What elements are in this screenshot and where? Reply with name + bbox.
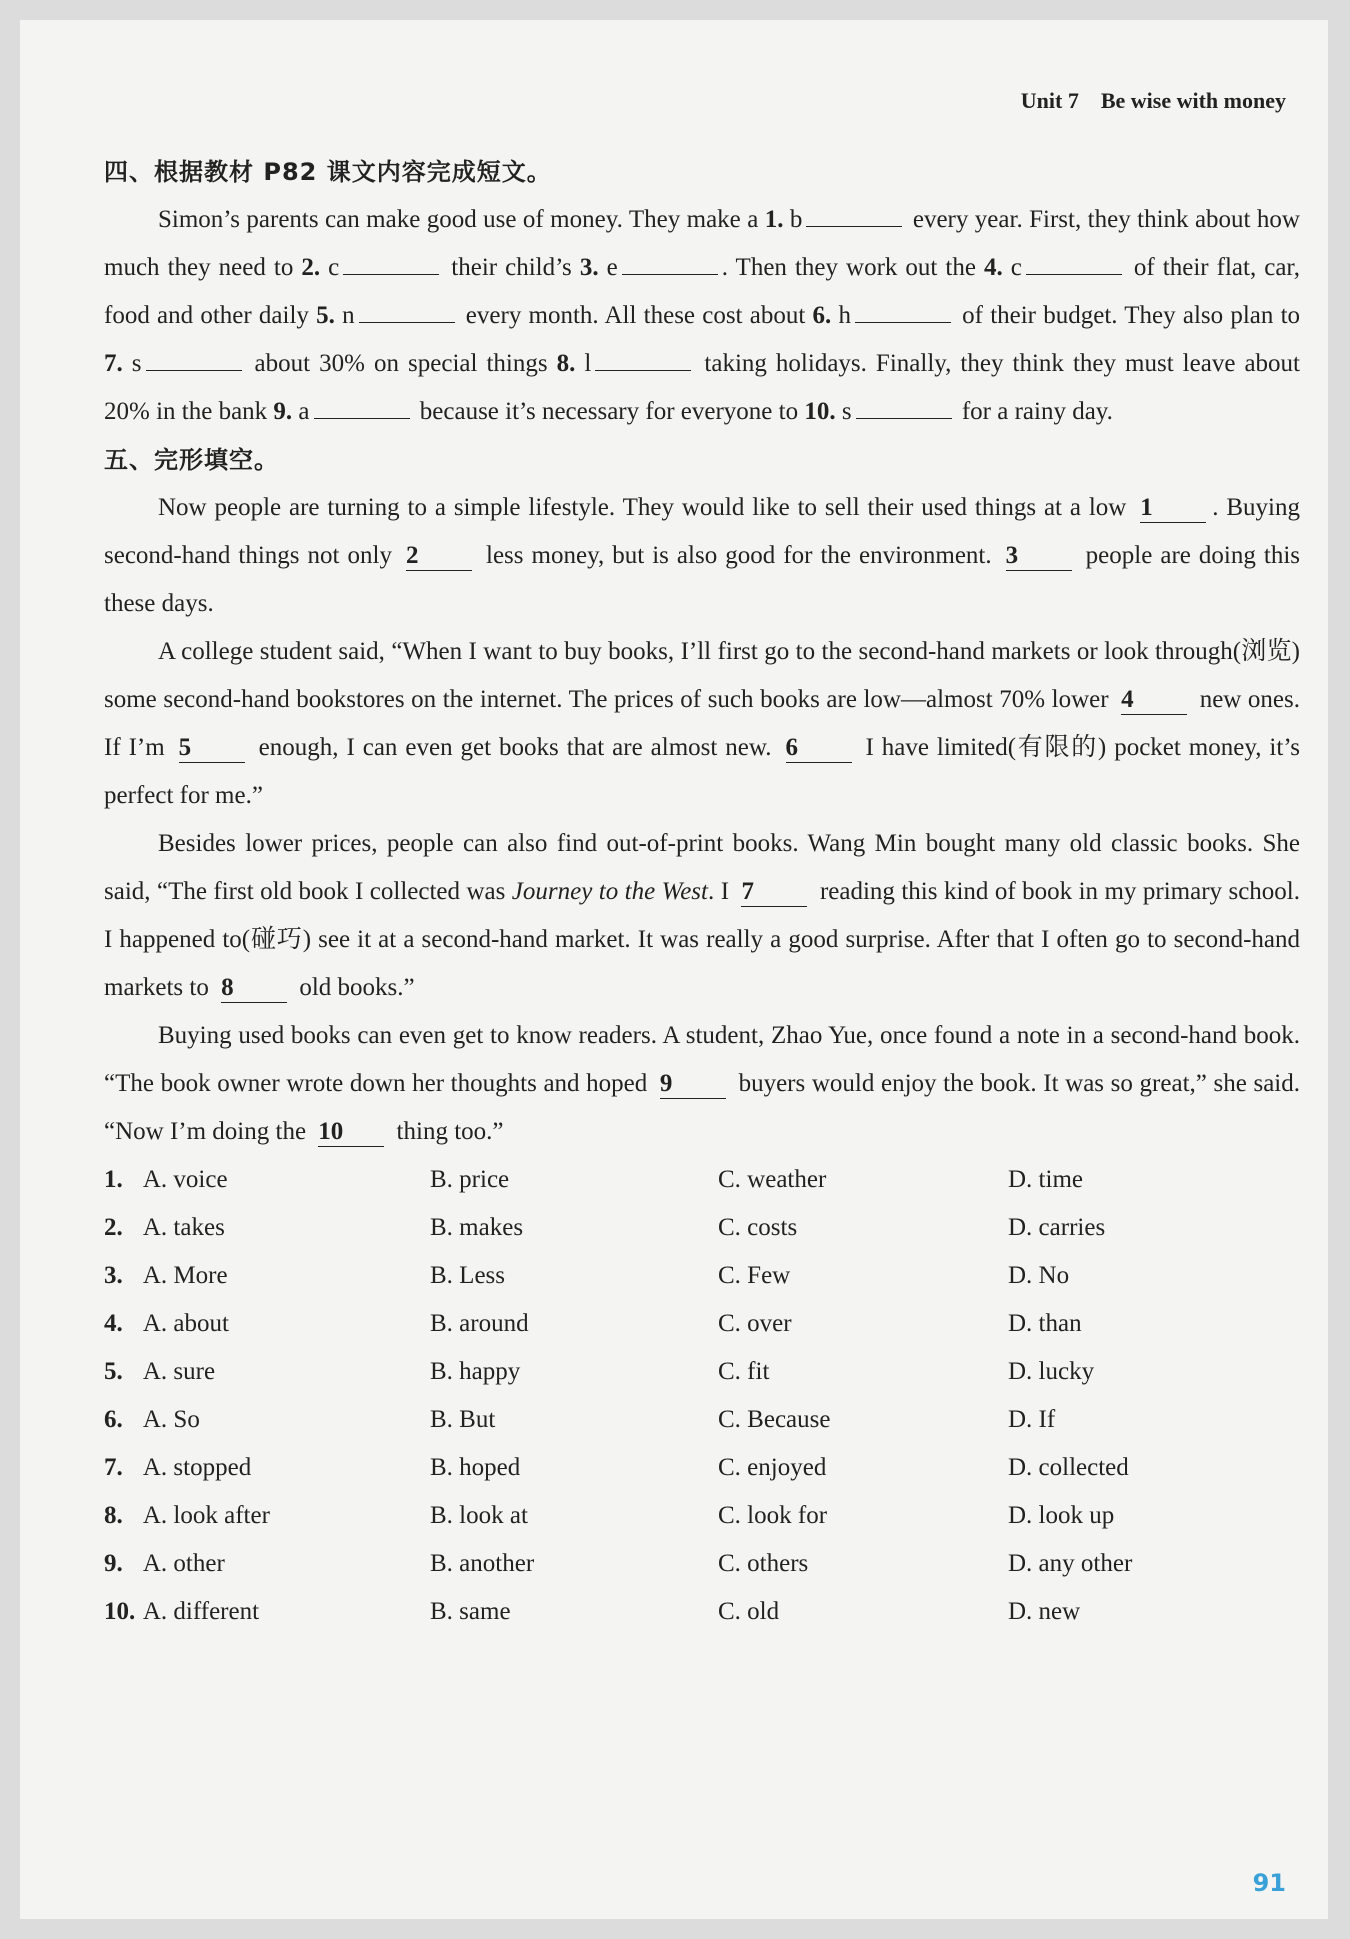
item-number: 3. bbox=[579, 254, 599, 281]
section-4-title: 四、根据教材 P82 课文内容完成短文。 bbox=[104, 158, 552, 186]
section-5-title: 五、完形填空。 bbox=[104, 446, 279, 474]
option-a: 5. A. sure bbox=[104, 1348, 430, 1396]
option-b: B. same bbox=[430, 1598, 511, 1625]
option-a: 9. A. other bbox=[104, 1540, 430, 1588]
option-b: B. hoped bbox=[430, 1454, 521, 1481]
option-d: D. time bbox=[1008, 1166, 1083, 1193]
item-number: 4. bbox=[984, 254, 1003, 281]
answer-blank[interactable] bbox=[359, 298, 455, 323]
header-title: Be wise with money bbox=[1100, 88, 1286, 113]
question-number: 2. bbox=[104, 1214, 123, 1241]
option-row bbox=[104, 1540, 1300, 1588]
option-b: B. But bbox=[430, 1406, 496, 1433]
numbered-blank: 10 bbox=[318, 1118, 384, 1147]
option-row bbox=[104, 1252, 1300, 1300]
option-a: 3. A. More bbox=[104, 1252, 430, 1300]
option-b: B. makes bbox=[430, 1214, 524, 1241]
option-b: B. Less bbox=[430, 1262, 505, 1289]
option-d: D. new bbox=[1008, 1598, 1081, 1625]
options-list bbox=[104, 1156, 1300, 1636]
answer-blank[interactable] bbox=[595, 346, 691, 371]
answer-blank[interactable] bbox=[146, 346, 242, 371]
answer-blank[interactable] bbox=[343, 250, 439, 275]
numbered-blank: 5 bbox=[179, 734, 245, 763]
option-a: 2. A. takes bbox=[104, 1204, 430, 1252]
numbered-blank: 3 bbox=[1006, 542, 1072, 571]
option-b: B. happy bbox=[430, 1358, 521, 1385]
option-a: 10. A. different bbox=[104, 1588, 430, 1636]
section-4-passage: Simon’s parents can make good use of money. They make a 1. b every year. First, they think about how much they need to 2. c their child’s 3. e . Then they work out the 4. c of their flat, car, food and other daily 5. n every month. All these cost about 6. h of their budget. They also plan to 7. s about 30% on special things 8. l taking holidays. Finally, they think they must leave about 20% in the bank 9. a because it’s necessary for everyone to 10. s for a rainy day. bbox=[104, 196, 1300, 436]
answer-blank[interactable] bbox=[856, 394, 952, 419]
option-row bbox=[104, 1300, 1300, 1348]
question-number: 10. bbox=[104, 1598, 136, 1625]
answer-blank[interactable] bbox=[622, 250, 718, 275]
option-c: C. weather bbox=[718, 1166, 827, 1193]
option-c: C. old bbox=[718, 1598, 780, 1625]
option-d: D. any other bbox=[1008, 1550, 1133, 1577]
option-row bbox=[104, 1348, 1300, 1396]
item-number: 10. bbox=[804, 398, 836, 425]
option-c: C. over bbox=[718, 1310, 792, 1337]
option-row bbox=[104, 1396, 1300, 1444]
cloze-paragraph: Buying used books can even get to know readers. A student, Zhao Yue, once found a note in a second-hand book. “The book owner wrote down her thoughts and hoped 9 buyers would enjoy the book. It was so great,” she said. “Now I’m doing the 10 thing too.” bbox=[104, 1022, 1300, 1145]
item-number: 8. bbox=[556, 350, 576, 377]
item-number: 5. bbox=[316, 302, 335, 329]
option-c: C. Because bbox=[718, 1406, 831, 1433]
option-c: C. enjoyed bbox=[718, 1454, 827, 1481]
header-unit: Unit 7 bbox=[1020, 88, 1079, 113]
option-c: C. costs bbox=[718, 1214, 798, 1241]
answer-blank[interactable] bbox=[806, 202, 902, 227]
answer-blank[interactable] bbox=[314, 394, 410, 419]
numbered-blank: 6 bbox=[786, 734, 852, 763]
question-number: 7. bbox=[104, 1454, 123, 1481]
question-number: 4. bbox=[104, 1310, 123, 1337]
numbered-blank: 9 bbox=[660, 1070, 726, 1099]
option-d: D. look up bbox=[1008, 1502, 1115, 1529]
question-number: 6. bbox=[104, 1406, 123, 1433]
option-d: D. collected bbox=[1008, 1454, 1129, 1481]
option-b: B. price bbox=[430, 1166, 510, 1193]
question-number: 5. bbox=[104, 1358, 123, 1385]
option-b: B. another bbox=[430, 1550, 535, 1577]
option-d: D. than bbox=[1008, 1310, 1082, 1337]
option-row bbox=[104, 1204, 1300, 1252]
numbered-blank: 2 bbox=[406, 542, 472, 571]
textbook-page bbox=[20, 20, 1328, 1919]
running-header bbox=[1021, 88, 1286, 114]
answer-blank[interactable] bbox=[1026, 250, 1122, 275]
numbered-blank: 7 bbox=[741, 878, 807, 907]
item-number: 9. bbox=[273, 398, 293, 425]
option-d: D. lucky bbox=[1008, 1358, 1095, 1385]
question-number: 3. bbox=[104, 1262, 123, 1289]
item-number: 1. bbox=[764, 206, 784, 233]
question-number: 8. bbox=[104, 1502, 123, 1529]
item-number: 2. bbox=[301, 254, 321, 281]
numbered-blank: 4 bbox=[1121, 686, 1187, 715]
option-b: B. around bbox=[430, 1310, 529, 1337]
question-number: 9. bbox=[104, 1550, 123, 1577]
cloze-paragraph: A college student said, “When I want to buy books, I’ll first go to the second-hand markets or look through(浏览) some second-hand bookstores on the internet. The prices of such books are low—almost 70% lower 4 new ones. If I’m 5 enough, I can even get books that are almost new. 6 I have limited(有限的) pocket money, it’s perfect for me.” bbox=[104, 638, 1300, 809]
option-c: C. look for bbox=[718, 1502, 828, 1529]
item-number: 7. bbox=[104, 350, 123, 377]
cloze-passage bbox=[104, 484, 1300, 1156]
numbered-blank: 8 bbox=[221, 974, 287, 1003]
option-a: 8. A. look after bbox=[104, 1492, 430, 1540]
book-title: Journey to the West bbox=[511, 878, 708, 905]
answer-blank[interactable] bbox=[855, 298, 951, 323]
option-c: C. Few bbox=[718, 1262, 791, 1289]
question-number: 1. bbox=[104, 1166, 123, 1193]
option-a: 4. A. about bbox=[104, 1300, 430, 1348]
numbered-blank: 1 bbox=[1140, 494, 1206, 523]
option-d: D. If bbox=[1008, 1406, 1056, 1433]
option-a: 1. A. voice bbox=[104, 1156, 430, 1204]
option-row bbox=[104, 1444, 1300, 1492]
cloze-paragraph: Besides lower prices, people can also find out-of-print books. Wang Min bought many old classic books. She said, “The first old book I collected was Journey to the West. I 7 reading this kind of book in my primary school. I happened to(碰巧) see it at a second-hand market. It was really a good surprise. After that I often go to second-hand markets to 8 old books.” bbox=[104, 830, 1301, 1001]
option-row bbox=[104, 1492, 1300, 1540]
cloze-paragraph: Now people are turning to a simple lifestyle. They would like to sell their used things at a low 1 . Buying second-hand things not only 2 less money, but is also good for the environment. 3 people are doing this these days. bbox=[104, 494, 1300, 617]
option-c: C. fit bbox=[718, 1358, 770, 1385]
option-c: C. others bbox=[718, 1550, 809, 1577]
page-number: 91 bbox=[1252, 1869, 1286, 1897]
option-d: D. No bbox=[1008, 1262, 1070, 1289]
option-a: 7. A. stopped bbox=[104, 1444, 430, 1492]
option-d: D. carries bbox=[1008, 1214, 1106, 1241]
option-row bbox=[104, 1588, 1300, 1636]
option-a: 6. A. So bbox=[104, 1396, 430, 1444]
option-b: B. look at bbox=[430, 1502, 528, 1529]
page-content bbox=[104, 148, 1300, 1636]
option-row bbox=[104, 1156, 1300, 1204]
item-number: 6. bbox=[812, 302, 832, 329]
